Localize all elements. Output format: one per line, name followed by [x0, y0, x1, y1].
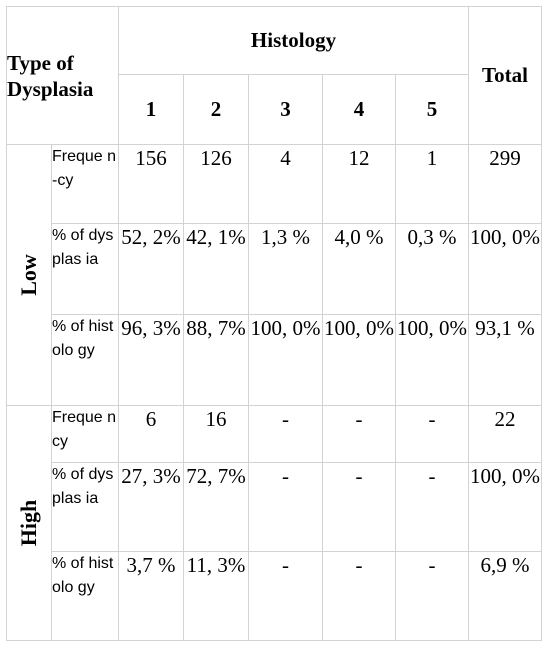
table-cell: 4 — [249, 145, 323, 224]
dysplasia-histology-table — [6, 6, 542, 641]
table-row — [7, 224, 542, 315]
row-label: Freque ncy — [52, 406, 119, 463]
table-cell: 72, 7% — [184, 463, 249, 552]
table-cell: 16 — [184, 406, 249, 463]
type-of-dysplasia-header: Type of Dysplasia — [7, 7, 119, 145]
histology-col-5: 5 — [396, 75, 469, 145]
table-cell: - — [323, 406, 396, 463]
total-cell: 100, 0% — [469, 463, 542, 552]
table-row — [7, 463, 542, 552]
table-cell: 100, 0% — [249, 315, 323, 406]
table-cell: - — [396, 463, 469, 552]
total-cell: 22 — [469, 406, 542, 463]
total-cell: 93,1 % — [469, 315, 542, 406]
table-cell: 88, 7% — [184, 315, 249, 406]
table-cell: - — [323, 463, 396, 552]
table-row — [7, 145, 542, 224]
group-label-high-text: High — [16, 499, 41, 547]
table-cell: 156 — [119, 145, 184, 224]
table-cell: 126 — [184, 145, 249, 224]
table-cell: - — [249, 463, 323, 552]
table-cell: 27, 3% — [119, 463, 184, 552]
group-label-low — [7, 145, 52, 406]
histology-header: Histology — [119, 7, 469, 75]
table-cell: 4,0 % — [323, 224, 396, 315]
row-label: % of dysplas ia — [52, 463, 119, 552]
row-label: % of histolo gy — [52, 552, 119, 641]
table-row — [7, 552, 542, 641]
table-cell: 42, 1% — [184, 224, 249, 315]
histology-col-1: 1 — [119, 75, 184, 145]
row-label: % of histolo gy — [52, 315, 119, 406]
total-header: Total — [469, 7, 542, 145]
histology-col-2: 2 — [184, 75, 249, 145]
table-cell: 1,3 % — [249, 224, 323, 315]
table-cell: 100, 0% — [323, 315, 396, 406]
group-label-low-text: Low — [16, 254, 41, 296]
table-cell: 11, 3% — [184, 552, 249, 641]
group-label-high — [7, 406, 52, 641]
table-cell: - — [396, 552, 469, 641]
table-cell: 12 — [323, 145, 396, 224]
table-cell: 96, 3% — [119, 315, 184, 406]
row-label: Freque n-cy — [52, 145, 119, 224]
table-cell: 0,3 % — [396, 224, 469, 315]
table-cell: 6 — [119, 406, 184, 463]
header-row-1 — [7, 7, 542, 75]
row-label: % of dysplas ia — [52, 224, 119, 315]
table-cell: - — [249, 406, 323, 463]
total-cell: 299 — [469, 145, 542, 224]
table-cell: - — [396, 406, 469, 463]
total-cell: 100, 0% — [469, 224, 542, 315]
table-cell: 1 — [396, 145, 469, 224]
table-row — [7, 406, 542, 463]
table-cell: 100, 0% — [396, 315, 469, 406]
histology-col-3: 3 — [249, 75, 323, 145]
total-cell: 6,9 % — [469, 552, 542, 641]
table-cell: - — [249, 552, 323, 641]
table-row — [7, 315, 542, 406]
table-cell: 52, 2% — [119, 224, 184, 315]
table-cell: 3,7 % — [119, 552, 184, 641]
histology-col-4: 4 — [323, 75, 396, 145]
table-cell: - — [323, 552, 396, 641]
